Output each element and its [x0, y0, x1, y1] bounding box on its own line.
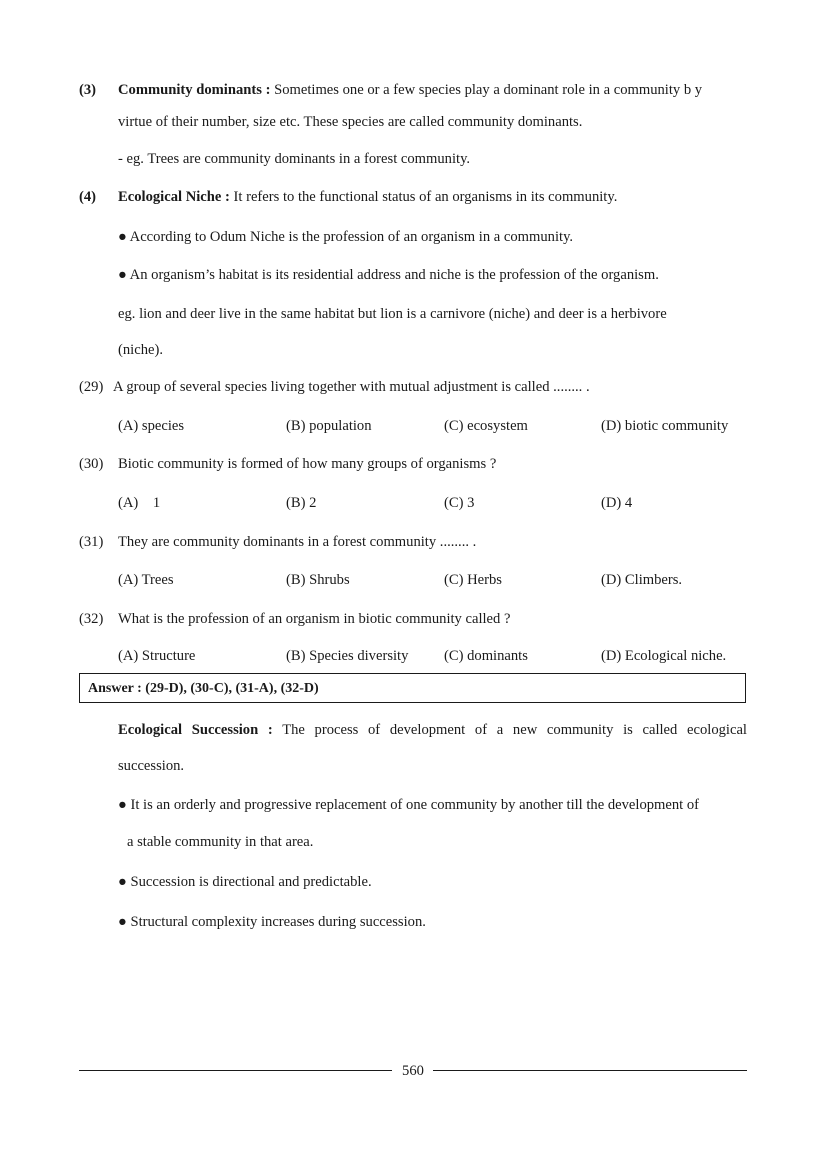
option-c: (C) Herbs	[444, 572, 502, 588]
option-a: (A) Trees	[118, 572, 174, 588]
option-a: (A) Structure	[118, 648, 196, 664]
ecological-niche-term: Ecological Niche :	[118, 189, 230, 205]
ecological-niche-line	[118, 188, 617, 206]
footer-rule-left	[79, 1070, 392, 1071]
section-number-4: (4)	[79, 189, 97, 205]
answer-text: Answer : (29-D), (30-C), (31-A), (32-D)	[88, 681, 319, 696]
question-number: (31)	[79, 534, 104, 550]
ecological-niche-example-line2: (niche).	[118, 342, 163, 358]
question-number: (32)	[79, 611, 104, 627]
succession-term: Ecological Succession :	[118, 722, 273, 738]
option-b: (B) Species diversity	[286, 648, 409, 664]
option-c: (C) ecosystem	[444, 418, 528, 434]
ecological-niche-definition: It refers to the functional status of an organisms in its community.	[233, 189, 618, 205]
footer-rule-right	[433, 1070, 747, 1071]
option-b: (B) population	[286, 418, 372, 434]
question-text: Biotic community is formed of how many groups of organisms ?	[118, 456, 497, 472]
option-a: (A) 1	[118, 495, 161, 511]
question-text: They are community dominants in a forest community ........ .	[118, 534, 477, 550]
community-dominants-text: Sometimes one or a few species play a dominant role in a community b y	[274, 82, 703, 98]
community-dominants-line2: virtue of their number, size etc. These species are called community dominants.	[118, 114, 583, 130]
option-b: (B) Shrubs	[286, 572, 350, 588]
option-d: (D) Climbers.	[601, 572, 683, 588]
option-d: (D) 4	[601, 495, 633, 511]
succession-bullet1-line2: a stable community in that area.	[127, 834, 314, 850]
community-dominants-term: Community dominants :	[118, 82, 271, 98]
community-dominants-line1	[118, 81, 702, 99]
answer-box	[79, 673, 746, 703]
option-b: (B) 2	[286, 495, 317, 511]
option-d: (D) Ecological niche.	[601, 648, 727, 664]
section-number-3: (3)	[79, 82, 97, 98]
option-d: (D) biotic community	[601, 418, 729, 434]
succession-bullet1-line1: ● It is an orderly and progressive replacement of one community by another till the development of	[118, 797, 700, 813]
succession-line1	[118, 721, 747, 739]
option-c: (C) dominants	[444, 648, 528, 664]
ecological-niche-bullet2: ● An organism’s habitat is its residential address and niche is the profession of the organism.	[118, 267, 659, 283]
option-c: (C) 3	[444, 495, 475, 511]
question-number: (30)	[79, 456, 104, 472]
question-number: (29)	[79, 379, 104, 395]
succession-text: The process of development of a new community is called ecological	[282, 722, 747, 738]
question-text: A group of several species living together with mutual adjustment is called ........ .	[113, 379, 590, 395]
succession-bullet2: ● Succession is directional and predictable.	[118, 874, 372, 890]
succession-line2: succession.	[118, 758, 185, 774]
ecological-niche-bullet1: ● According to Odum Niche is the profession of an organism in a community.	[118, 229, 574, 245]
page-number: 560	[402, 1063, 424, 1079]
option-a: (A) species	[118, 418, 185, 434]
ecological-niche-example-line1: eg. lion and deer live in the same habitat but lion is a carnivore (niche) and deer is a herbivore	[118, 306, 667, 322]
community-dominants-example: - eg. Trees are community dominants in a forest community.	[118, 151, 471, 167]
question-text: What is the profession of an organism in biotic community called ?	[118, 611, 511, 627]
succession-bullet3: ● Structural complexity increases during succession.	[118, 914, 426, 930]
